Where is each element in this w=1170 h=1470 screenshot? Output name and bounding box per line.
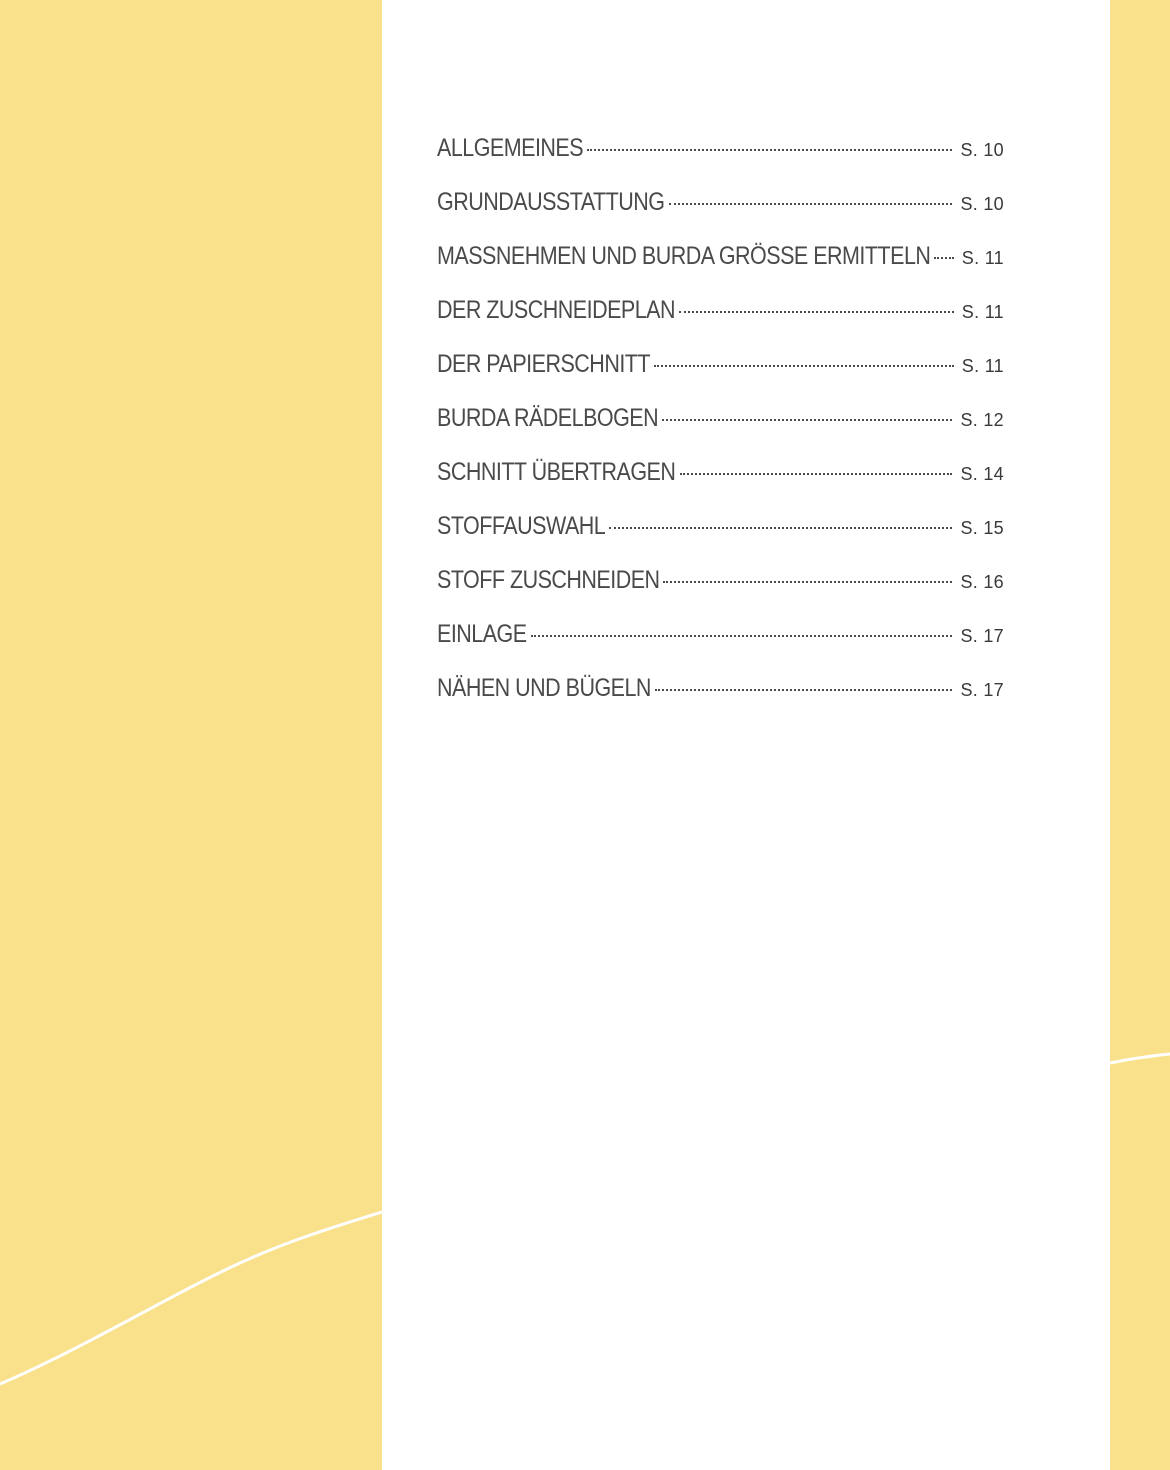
decorative-left-panel <box>0 0 382 1470</box>
decorative-right-line <box>1110 0 1170 1470</box>
toc-entry-title: SCHNITT ÜBERTRAGEN <box>437 458 676 486</box>
dot-leader <box>587 149 953 151</box>
dot-leader <box>934 257 954 259</box>
toc-entry <box>437 674 1004 728</box>
toc-entry-page: S. 12 <box>960 410 1004 430</box>
toc-entry <box>437 188 1004 242</box>
dot-leader <box>663 581 952 583</box>
toc-entry <box>437 242 1004 296</box>
toc-entry-title: GRUNDAUSSTATTUNG <box>437 188 665 216</box>
toc-entry-title: NÄHEN UND BÜGELN <box>437 674 651 702</box>
dot-leader <box>669 203 953 205</box>
table-of-contents <box>437 134 1004 728</box>
dot-leader <box>655 689 953 691</box>
dot-leader <box>680 473 953 475</box>
toc-entry-page: S. 17 <box>960 680 1004 700</box>
toc-entry-page: S. 14 <box>960 464 1004 484</box>
dot-leader <box>654 365 954 367</box>
toc-entry-page: S. 15 <box>960 518 1004 538</box>
toc-entry-title: DER PAPIERSCHNITT <box>437 350 651 378</box>
toc-entry-title: EINLAGE <box>437 620 527 648</box>
toc-entry-page: S. 11 <box>961 356 1004 376</box>
toc-entry-title: STOFFAUSWAHL <box>437 512 606 540</box>
toc-entry-page: S. 17 <box>960 626 1004 646</box>
toc-entry-page: S. 11 <box>961 302 1004 322</box>
toc-entry <box>437 296 1004 350</box>
toc-entry-title: STOFF ZUSCHNEIDEN <box>437 566 660 594</box>
dot-leader <box>679 311 954 313</box>
toc-entry-title: DER ZUSCHNEIDEPLAN <box>437 296 676 324</box>
toc-entry-page: S. 10 <box>960 194 1004 214</box>
decorative-curve <box>0 0 382 1470</box>
toc-entry-page: S. 11 <box>961 248 1004 268</box>
toc-entry-title: ALLGEMEINES <box>437 134 584 162</box>
toc-entry <box>437 458 1004 512</box>
toc-entry-page: S. 16 <box>960 572 1004 592</box>
toc-entry <box>437 566 1004 620</box>
toc-entry <box>437 134 1004 188</box>
dot-leader <box>531 635 953 637</box>
toc-entry <box>437 620 1004 674</box>
dot-leader <box>662 419 952 421</box>
toc-entry <box>437 350 1004 404</box>
toc-entry <box>437 404 1004 458</box>
toc-entry <box>437 512 1004 566</box>
toc-entry-title: MASSNEHMEN UND BURDA GRÖSSE ERMITTELN <box>437 242 931 270</box>
dot-leader <box>609 527 953 529</box>
toc-entry-page: S. 10 <box>960 140 1004 160</box>
decorative-right-strip <box>1110 0 1170 1470</box>
toc-entry-title: BURDA RÄDELBOGEN <box>437 404 659 432</box>
